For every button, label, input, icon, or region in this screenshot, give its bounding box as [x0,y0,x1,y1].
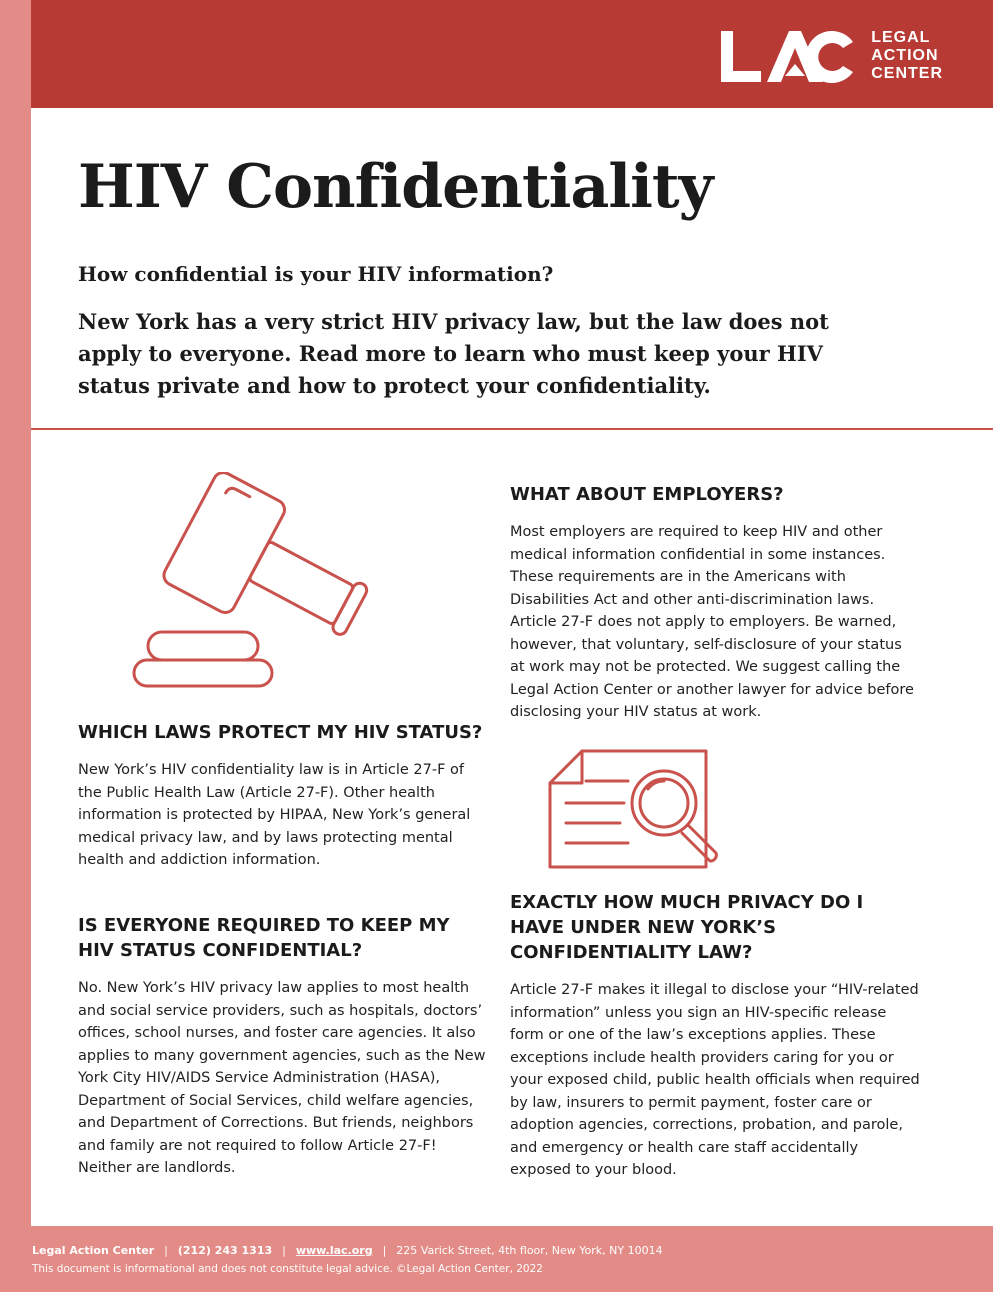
left-accent-bar [0,0,31,1292]
section-privacy [510,890,920,1182]
section-laws-heading: WHICH LAWS PROTECT MY HIV STATUS? [78,722,483,743]
logo-line-action: ACTION [871,47,939,64]
logo-wordmark [871,29,943,83]
section-laws [78,720,488,872]
intro-question: How confidential is your HIV information? [78,262,554,286]
header-banner [31,0,993,108]
section-everyone-heading: IS EVERYONE REQUIRED TO KEEP MY HIV STATUS CONFIDENTIAL? [78,915,450,961]
footer-disclaimer: This document is informational and does not constitute legal advice. ©Legal Action Center, 2022 [32,1263,543,1275]
page-title: HIV Confidentiality [78,152,713,222]
section-everyone [78,913,488,1180]
logo-line-center: CENTER [871,65,943,82]
section-employers-heading: WHAT ABOUT EMPLOYERS? [510,484,784,505]
section-privacy-body: Article 27-F makes it illegal to disclose your “HIV-related information” unless you sign an HIV-specific release form or one of the law’s exceptions applies. These exceptions include health providers caring for you or your exposed child, public health officials when required by law, insurers to permit payment, foster care or adoption agencies, corrections, probation, and parole, and emergency or health care staff accidentally exposed to your blood. [510,982,920,1178]
section-employers-body: Most employers are required to keep HIV and other medical information confidential in some instances. These requirements are in the Americans with Disabilities Act and other anti-discrimination laws. Article 27-F does not apply to employers. Be warned, however, that voluntary, self-disclosure of your status at work may not be protected. We suggest calling the Legal Action Center or another lawyer for advice before disclosing your HIV status at work. [510,524,914,720]
footer-website-link[interactable]: www.lac.org [295,1244,373,1257]
gavel-icon [128,472,388,692]
lac-logo[interactable] [719,28,943,84]
section-divider [31,428,993,430]
footer-bar [0,1226,993,1292]
footer-contact-line: Legal Action Center | (212) 243 1313 | www.lac.org | 225 Varick Street, 4th floor, New York, NY 10014 [32,1244,663,1257]
logo-line-legal: LEGAL [871,29,931,46]
footer-address: 225 Varick Street, 4th floor, New York, NY 10014 [396,1244,663,1257]
section-everyone-body: No. New York’s HIV privacy law applies to most health and social service providers, such as hospitals, doctors’ offices, school nurses, and foster care agencies. It also applies to many government agencies, such as the New York City HIV/AIDS Service Administration (HASA), Department of Social Services, child welfare agencies, and Department of Corrections. But friends, neighbors and family are not required to follow Article 27-F! Neither are landlords. [78,980,486,1176]
footer-phone[interactable]: (212) 243 1313 [177,1244,273,1257]
intro-lead: New York has a very strict HIV privacy law, but the law does not apply to everyone. Read more to learn who must keep your HIV status private and how to protect your confidentiality. [78,309,829,398]
lac-logo-mark [719,28,857,84]
section-laws-body: New York’s HIV confidentiality law is in Article 27-F of the Public Health Law (Article 27-F). Other health information is protected by HIPAA, New York’s general medical privacy law, and by laws protecting mental health and addiction information. [78,762,471,868]
section-privacy-heading: EXACTLY HOW MUCH PRIVACY DO I HAVE UNDER NEW YORK’S CONFIDENTIALITY LAW? [510,892,864,963]
section-employers [510,482,920,724]
document-magnifier-icon [540,745,740,875]
footer-org: Legal Action Center [32,1244,155,1257]
